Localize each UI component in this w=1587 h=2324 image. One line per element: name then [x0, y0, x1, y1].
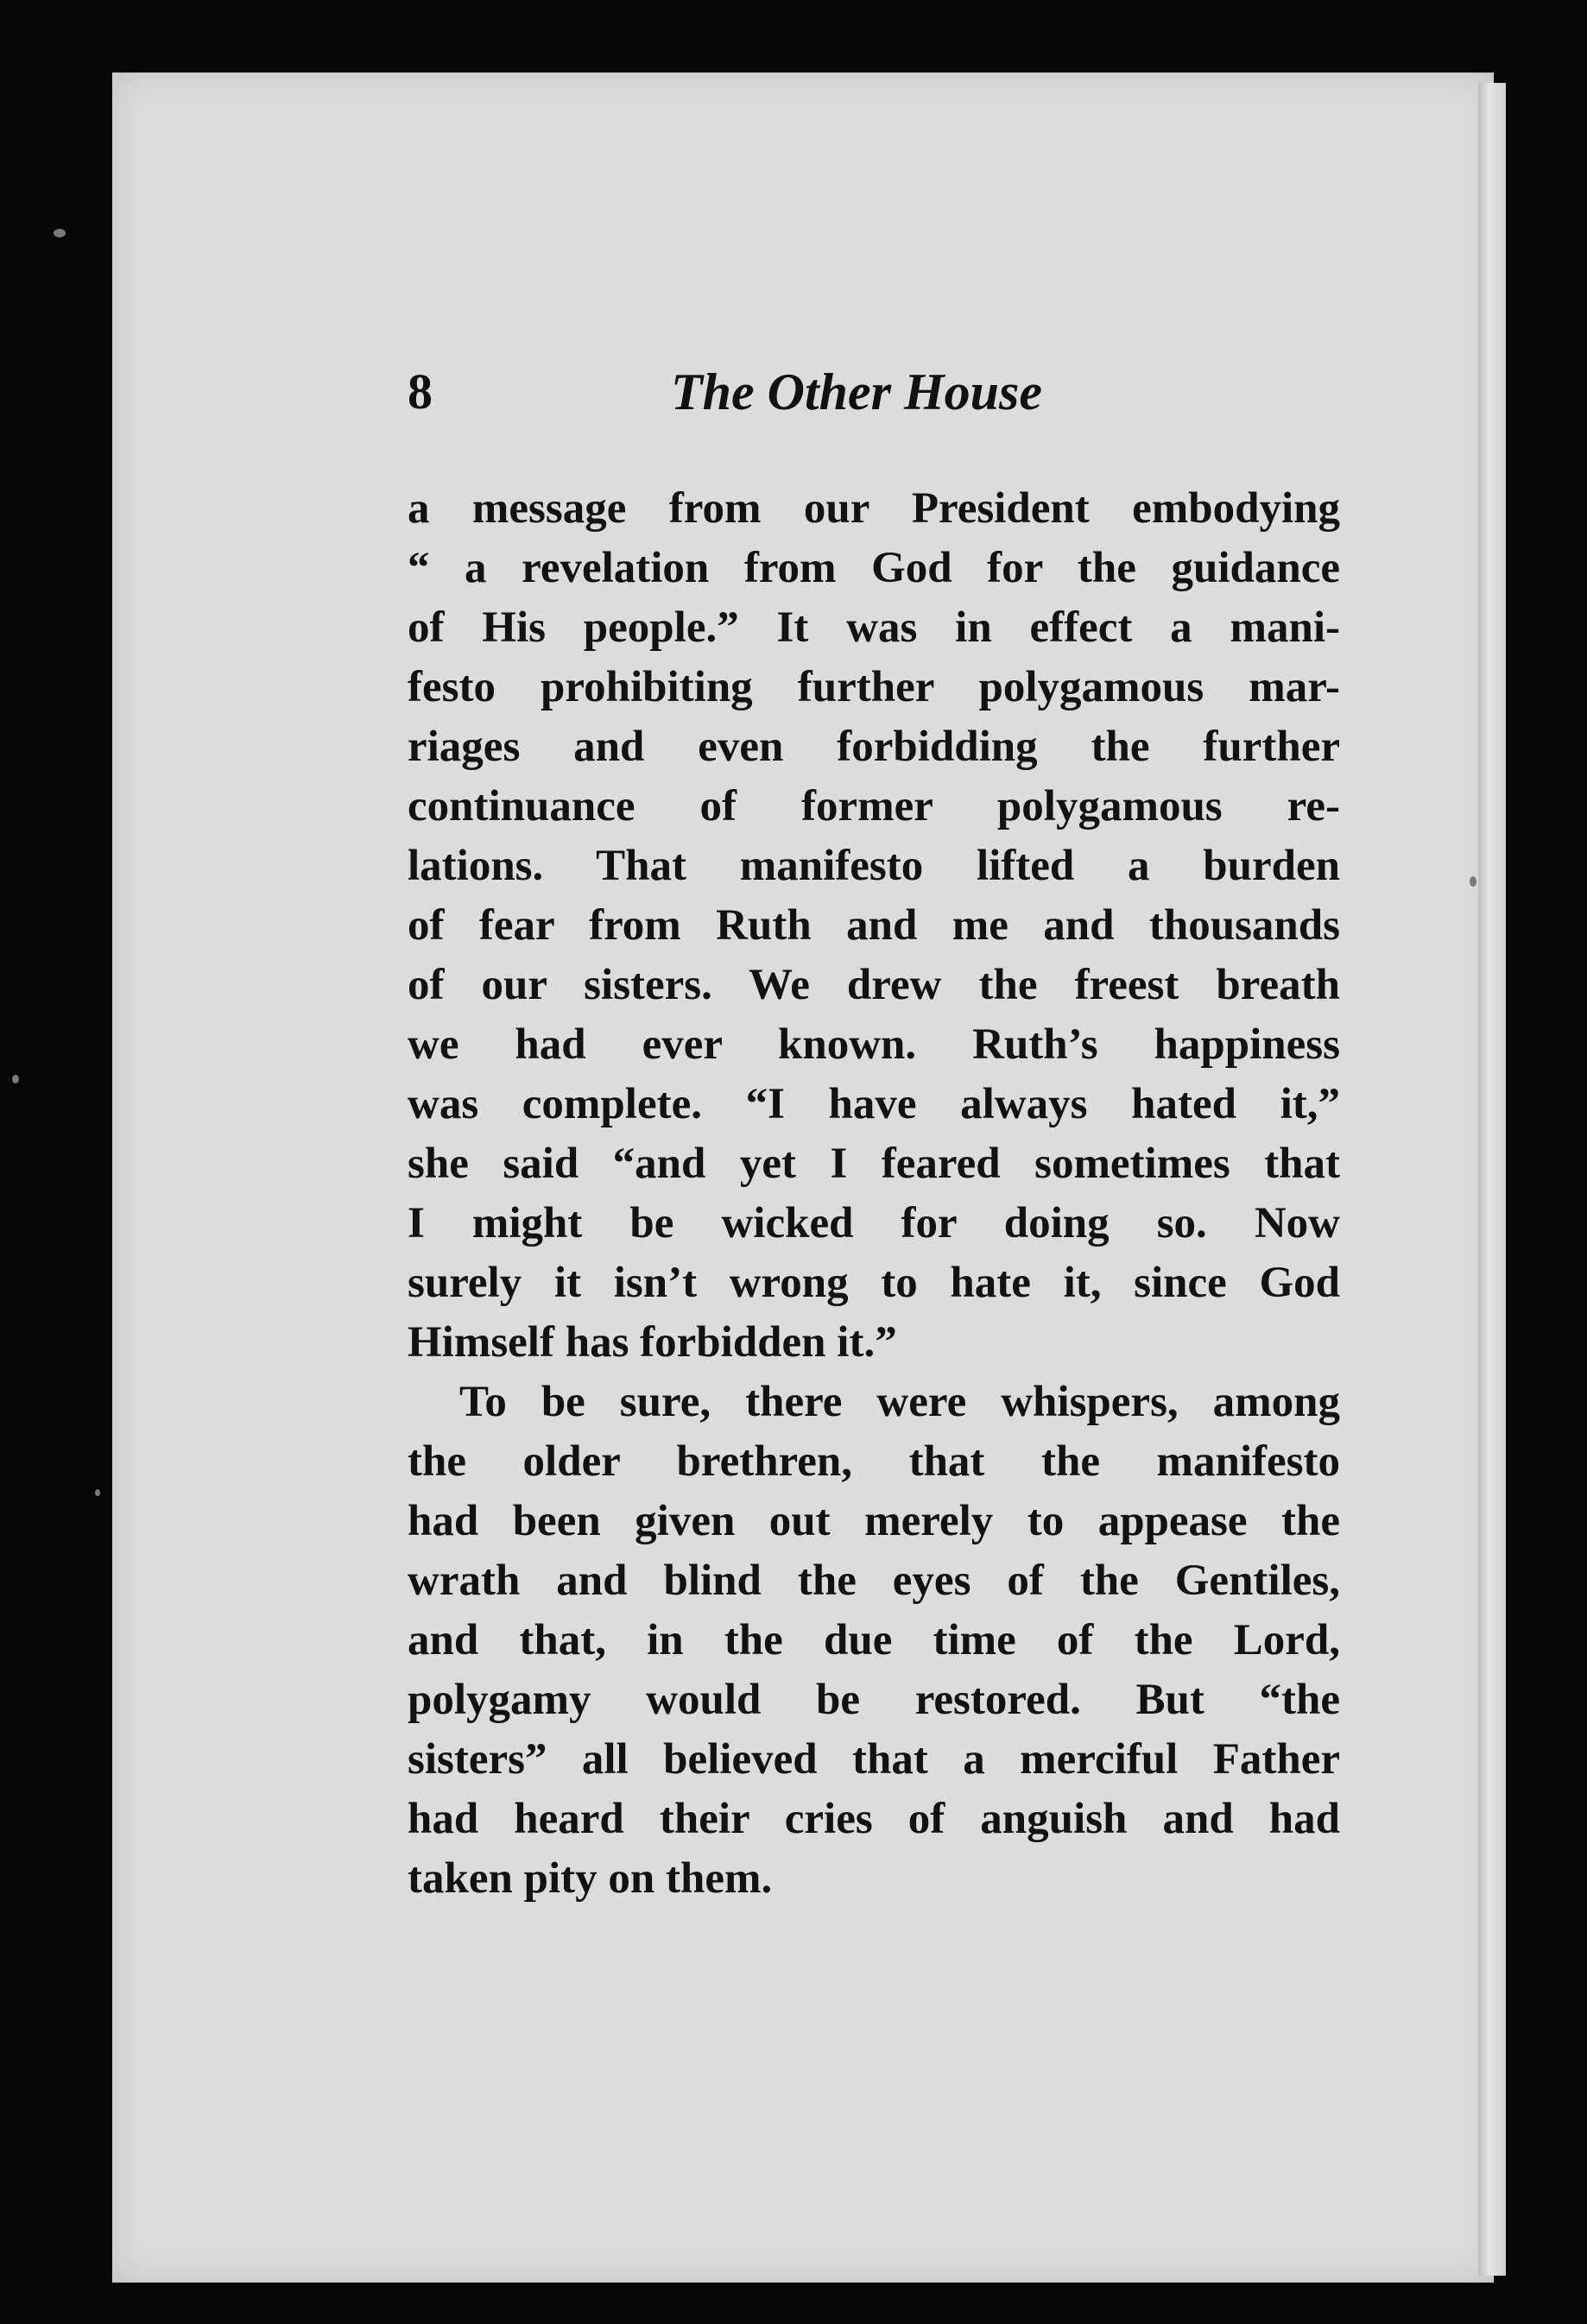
text-line: lations. That manifesto lifted a burden: [408, 842, 1340, 890]
body-text: [408, 479, 1340, 1909]
text-line: To be sure, there were whispers, among: [459, 1378, 1340, 1426]
text-line: Himself has forbidden it.”: [408, 1318, 897, 1367]
text-line: continuance of former polygamous re-: [408, 782, 1340, 830]
scan-speck: [95, 1489, 100, 1496]
page-number: 8: [408, 363, 433, 420]
text-line: had heard their cries of anguish and had: [408, 1795, 1340, 1843]
text-line: wrath and blind the eyes of the Gentiles,: [408, 1557, 1340, 1605]
text-line: she said “and yet I feared sometimes that: [408, 1140, 1340, 1188]
text-line: “ a revelation from God for the guidance: [408, 544, 1340, 592]
text-line: of our sisters. We drew the freest breath: [408, 961, 1340, 1009]
text-line: surely it isn’t wrong to hate it, since God: [408, 1259, 1340, 1307]
text-line: I might be wicked for doing so. Now: [408, 1199, 1340, 1247]
text-line: polygamy would be restored. But “the: [408, 1676, 1340, 1724]
text-line: the older brethren, that the manifesto: [408, 1437, 1340, 1486]
text-line: sisters” all believed that a merciful Father: [408, 1735, 1340, 1784]
paragraph: [408, 1373, 1340, 1909]
paragraph: [408, 479, 1340, 1373]
running-title: The Other House: [671, 363, 1043, 420]
text-line: had been given out merely to appease the: [408, 1497, 1340, 1545]
text-line: and that, in the due time of the Lord,: [408, 1616, 1340, 1664]
text-line: we had ever known. Ruth’s happiness: [408, 1020, 1340, 1069]
text-line: a message from our President embodying: [408, 484, 1340, 533]
text-line: festo prohibiting further polygamous mar-: [408, 663, 1340, 711]
scan-speck: [1470, 876, 1476, 887]
scan-speck: [12, 1075, 19, 1083]
text-line: of fear from Ruth and me and thousands: [408, 901, 1340, 950]
page-header: [408, 363, 1340, 432]
text-line: taken pity on them.: [408, 1854, 773, 1903]
text-line: of His people.” It was in effect a mani-: [408, 603, 1340, 652]
scan-speck: [54, 229, 66, 237]
text-line: riages and even forbidding the further: [408, 723, 1340, 771]
page-edge: [1478, 83, 1506, 2276]
text-line: was complete. “I have always hated it,”: [408, 1080, 1340, 1128]
